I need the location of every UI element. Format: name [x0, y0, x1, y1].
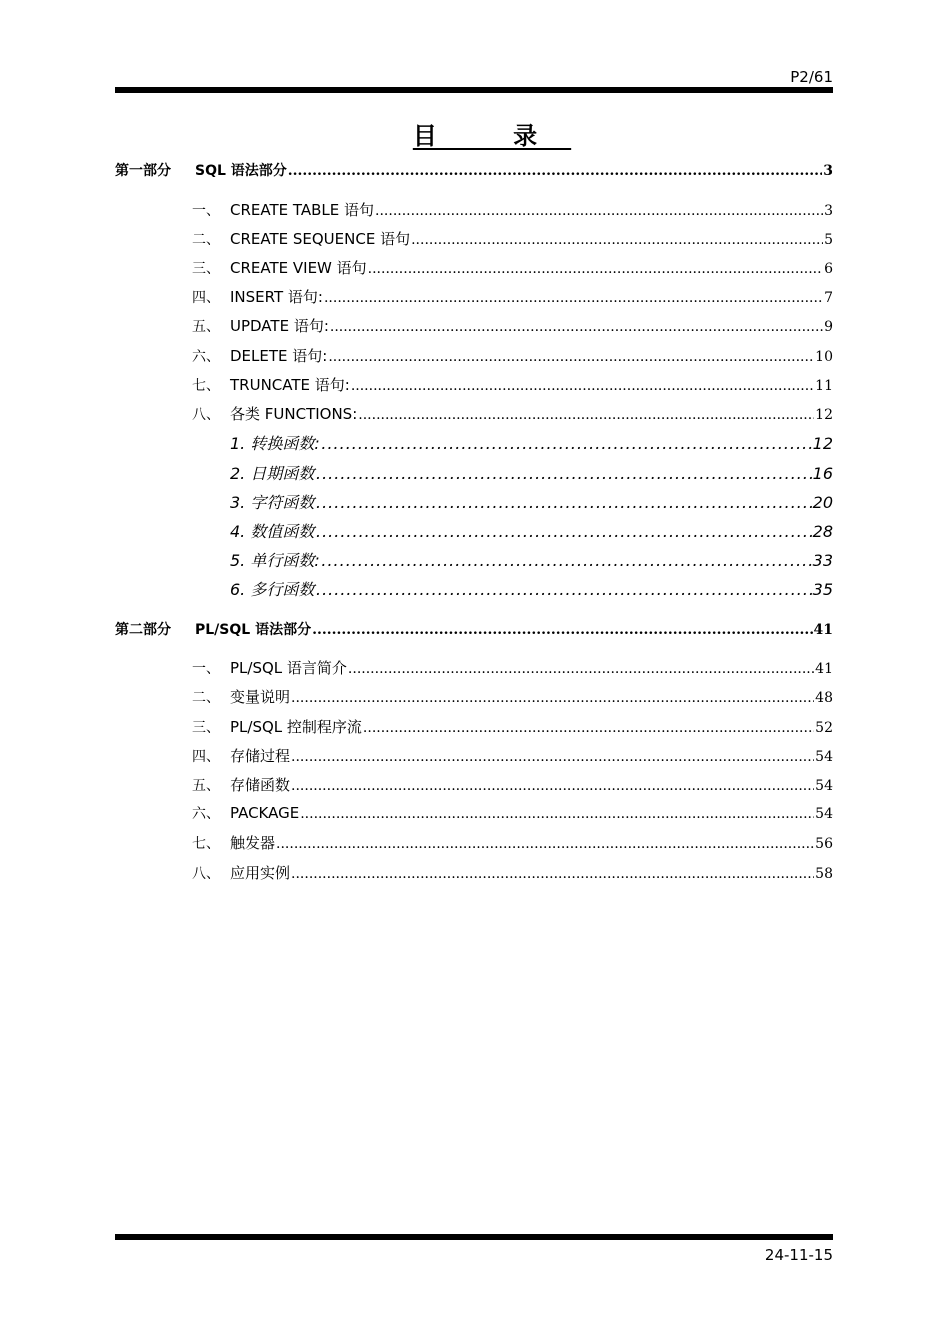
- subsection-label: 2. 日期函数: [230, 464, 315, 483]
- subsection-label: 6. 多行函数: [230, 580, 315, 599]
- dot-leader: [321, 434, 812, 453]
- chapter-label: 应用实例: [230, 864, 291, 882]
- toc-subsection[interactable]: [230, 431, 833, 454]
- chapter-label: DELETE 语句:: [230, 347, 328, 365]
- chapter-label: CREATE SEQUENCE 语句: [230, 230, 411, 248]
- dot-leader: [288, 163, 822, 179]
- subsection-label: 5. 单行函数:: [230, 551, 320, 570]
- page-ref: 7: [824, 290, 833, 306]
- toc-chapter[interactable]: [192, 228, 833, 249]
- part-number: 第二部分: [115, 622, 171, 638]
- part-number: 第一部分: [115, 163, 171, 179]
- page-ref: 6: [824, 261, 833, 277]
- toc-chapter[interactable]: [192, 199, 833, 220]
- page-ref: 35: [812, 580, 833, 599]
- dot-leader: [321, 551, 812, 570]
- page-ref: 9: [824, 319, 833, 335]
- header-rule: [115, 87, 833, 93]
- dot-leader: [358, 407, 814, 423]
- toc-chapter[interactable]: [192, 345, 833, 366]
- dot-leader: [276, 836, 814, 852]
- part-label: PL/SQL 语法部分: [195, 622, 312, 638]
- chapter-number: 二、: [192, 690, 220, 706]
- dot-leader: [315, 580, 811, 599]
- chapter-number: 七、: [192, 378, 220, 394]
- dot-leader: [291, 866, 814, 882]
- subsection-label: 3. 字符函数: [230, 493, 315, 512]
- chapter-label: INSERT 语句:: [230, 288, 323, 306]
- dot-leader: [348, 661, 814, 677]
- toc-subsection[interactable]: [230, 548, 833, 571]
- page-ref: 54: [815, 806, 833, 822]
- chapter-number: 四、: [192, 749, 220, 765]
- chapter-label: 各类 FUNCTIONS:: [230, 405, 358, 423]
- dot-leader: [363, 720, 814, 736]
- subsection-label: 1. 转换函数:: [230, 434, 320, 453]
- toc-title-text: 目 录: [412, 122, 572, 150]
- toc-chapter[interactable]: [192, 686, 833, 707]
- chapter-label: PL/SQL 语言简介: [230, 659, 347, 677]
- chapter-number: 三、: [192, 261, 220, 277]
- dot-leader: [291, 690, 814, 706]
- dot-leader: [300, 806, 814, 822]
- toc-chapter[interactable]: [192, 716, 833, 737]
- page-number: P2/61: [790, 68, 833, 86]
- page-ref: 5: [824, 232, 833, 248]
- dot-leader: [411, 232, 823, 248]
- toc-chapter[interactable]: [192, 862, 833, 883]
- chapter-label: 存储过程: [230, 747, 291, 765]
- chapter-label: PL/SQL 控制程序流: [230, 718, 362, 736]
- chapter-label: 触发器: [230, 834, 276, 852]
- page-ref: 16: [812, 464, 833, 483]
- toc-chapter[interactable]: [192, 745, 833, 766]
- chapter-number: 三、: [192, 720, 220, 736]
- page-ref: 52: [815, 720, 833, 736]
- toc-chapter[interactable]: [192, 315, 833, 336]
- chapter-label: CREATE TABLE 语句: [230, 201, 375, 219]
- dot-leader: [375, 203, 823, 219]
- page-ref: 28: [812, 522, 833, 541]
- chapter-label: PACKAGE: [230, 804, 300, 822]
- dot-leader: [315, 493, 811, 512]
- dot-leader: [328, 349, 814, 365]
- page-ref: 56: [815, 836, 833, 852]
- toc-part-1[interactable]: [115, 160, 833, 180]
- chapter-number: 八、: [192, 866, 220, 882]
- page-ref: 54: [815, 749, 833, 765]
- page-ref: 12: [812, 434, 833, 453]
- toc-chapter[interactable]: [192, 803, 833, 823]
- dot-leader: [330, 319, 823, 335]
- page-ref: 12: [815, 407, 833, 423]
- chapter-label: 存储函数: [230, 776, 291, 794]
- chapter-number: 七、: [192, 836, 220, 852]
- chapter-number: 六、: [192, 806, 220, 822]
- dot-leader: [291, 749, 814, 765]
- footer-date: 24-11-15: [764, 1246, 833, 1264]
- dot-leader: [315, 522, 811, 541]
- dot-leader: [351, 378, 814, 394]
- dot-leader: [324, 290, 823, 306]
- chapter-number: 五、: [192, 319, 220, 335]
- page-ref: 54: [815, 778, 833, 794]
- toc-chapter[interactable]: [192, 257, 833, 278]
- chapter-label: UPDATE 语句:: [230, 317, 329, 335]
- page-ref: 10: [815, 349, 833, 365]
- toc-chapter[interactable]: [192, 374, 833, 395]
- dot-leader: [315, 464, 811, 483]
- toc-subsection[interactable]: [230, 461, 833, 484]
- toc-subsection[interactable]: [230, 519, 833, 542]
- page-ref: 11: [815, 378, 833, 394]
- page-ref: 41: [815, 661, 833, 677]
- chapter-number: 一、: [192, 661, 220, 677]
- chapter-label: CREATE VIEW 语句: [230, 259, 367, 277]
- page-ref: 48: [815, 690, 833, 706]
- part-label: SQL 语法部分: [195, 163, 287, 179]
- chapter-number: 一、: [192, 203, 220, 219]
- toc-title: [0, 116, 950, 151]
- toc-chapter[interactable]: [192, 832, 833, 853]
- page-ref: 3: [824, 203, 833, 219]
- page-ref: 58: [815, 866, 833, 882]
- chapter-label: 变量说明: [230, 688, 291, 706]
- chapter-number: 六、: [192, 349, 220, 365]
- page-ref: 20: [812, 493, 833, 512]
- dot-leader: [368, 261, 823, 277]
- toc-part-2[interactable]: [115, 619, 833, 639]
- page-ref: 3: [823, 163, 833, 179]
- toc-chapter[interactable]: [192, 657, 833, 678]
- page-ref: 41: [813, 622, 833, 638]
- toc-chapter[interactable]: [192, 774, 833, 795]
- toc-chapter[interactable]: [192, 286, 833, 307]
- chapter-number: 四、: [192, 290, 220, 306]
- dot-leader: [291, 778, 814, 794]
- dot-leader: [312, 622, 812, 638]
- toc-chapter[interactable]: [192, 403, 833, 424]
- chapter-number: 八、: [192, 407, 220, 423]
- chapter-label: TRUNCATE 语句:: [230, 376, 350, 394]
- subsection-label: 4. 数值函数: [230, 522, 315, 541]
- footer-rule: [115, 1234, 833, 1240]
- toc-subsection[interactable]: [230, 577, 833, 600]
- chapter-number: 五、: [192, 778, 220, 794]
- toc-subsection[interactable]: [230, 490, 833, 513]
- page-ref: 33: [812, 551, 833, 570]
- chapter-number: 二、: [192, 232, 220, 248]
